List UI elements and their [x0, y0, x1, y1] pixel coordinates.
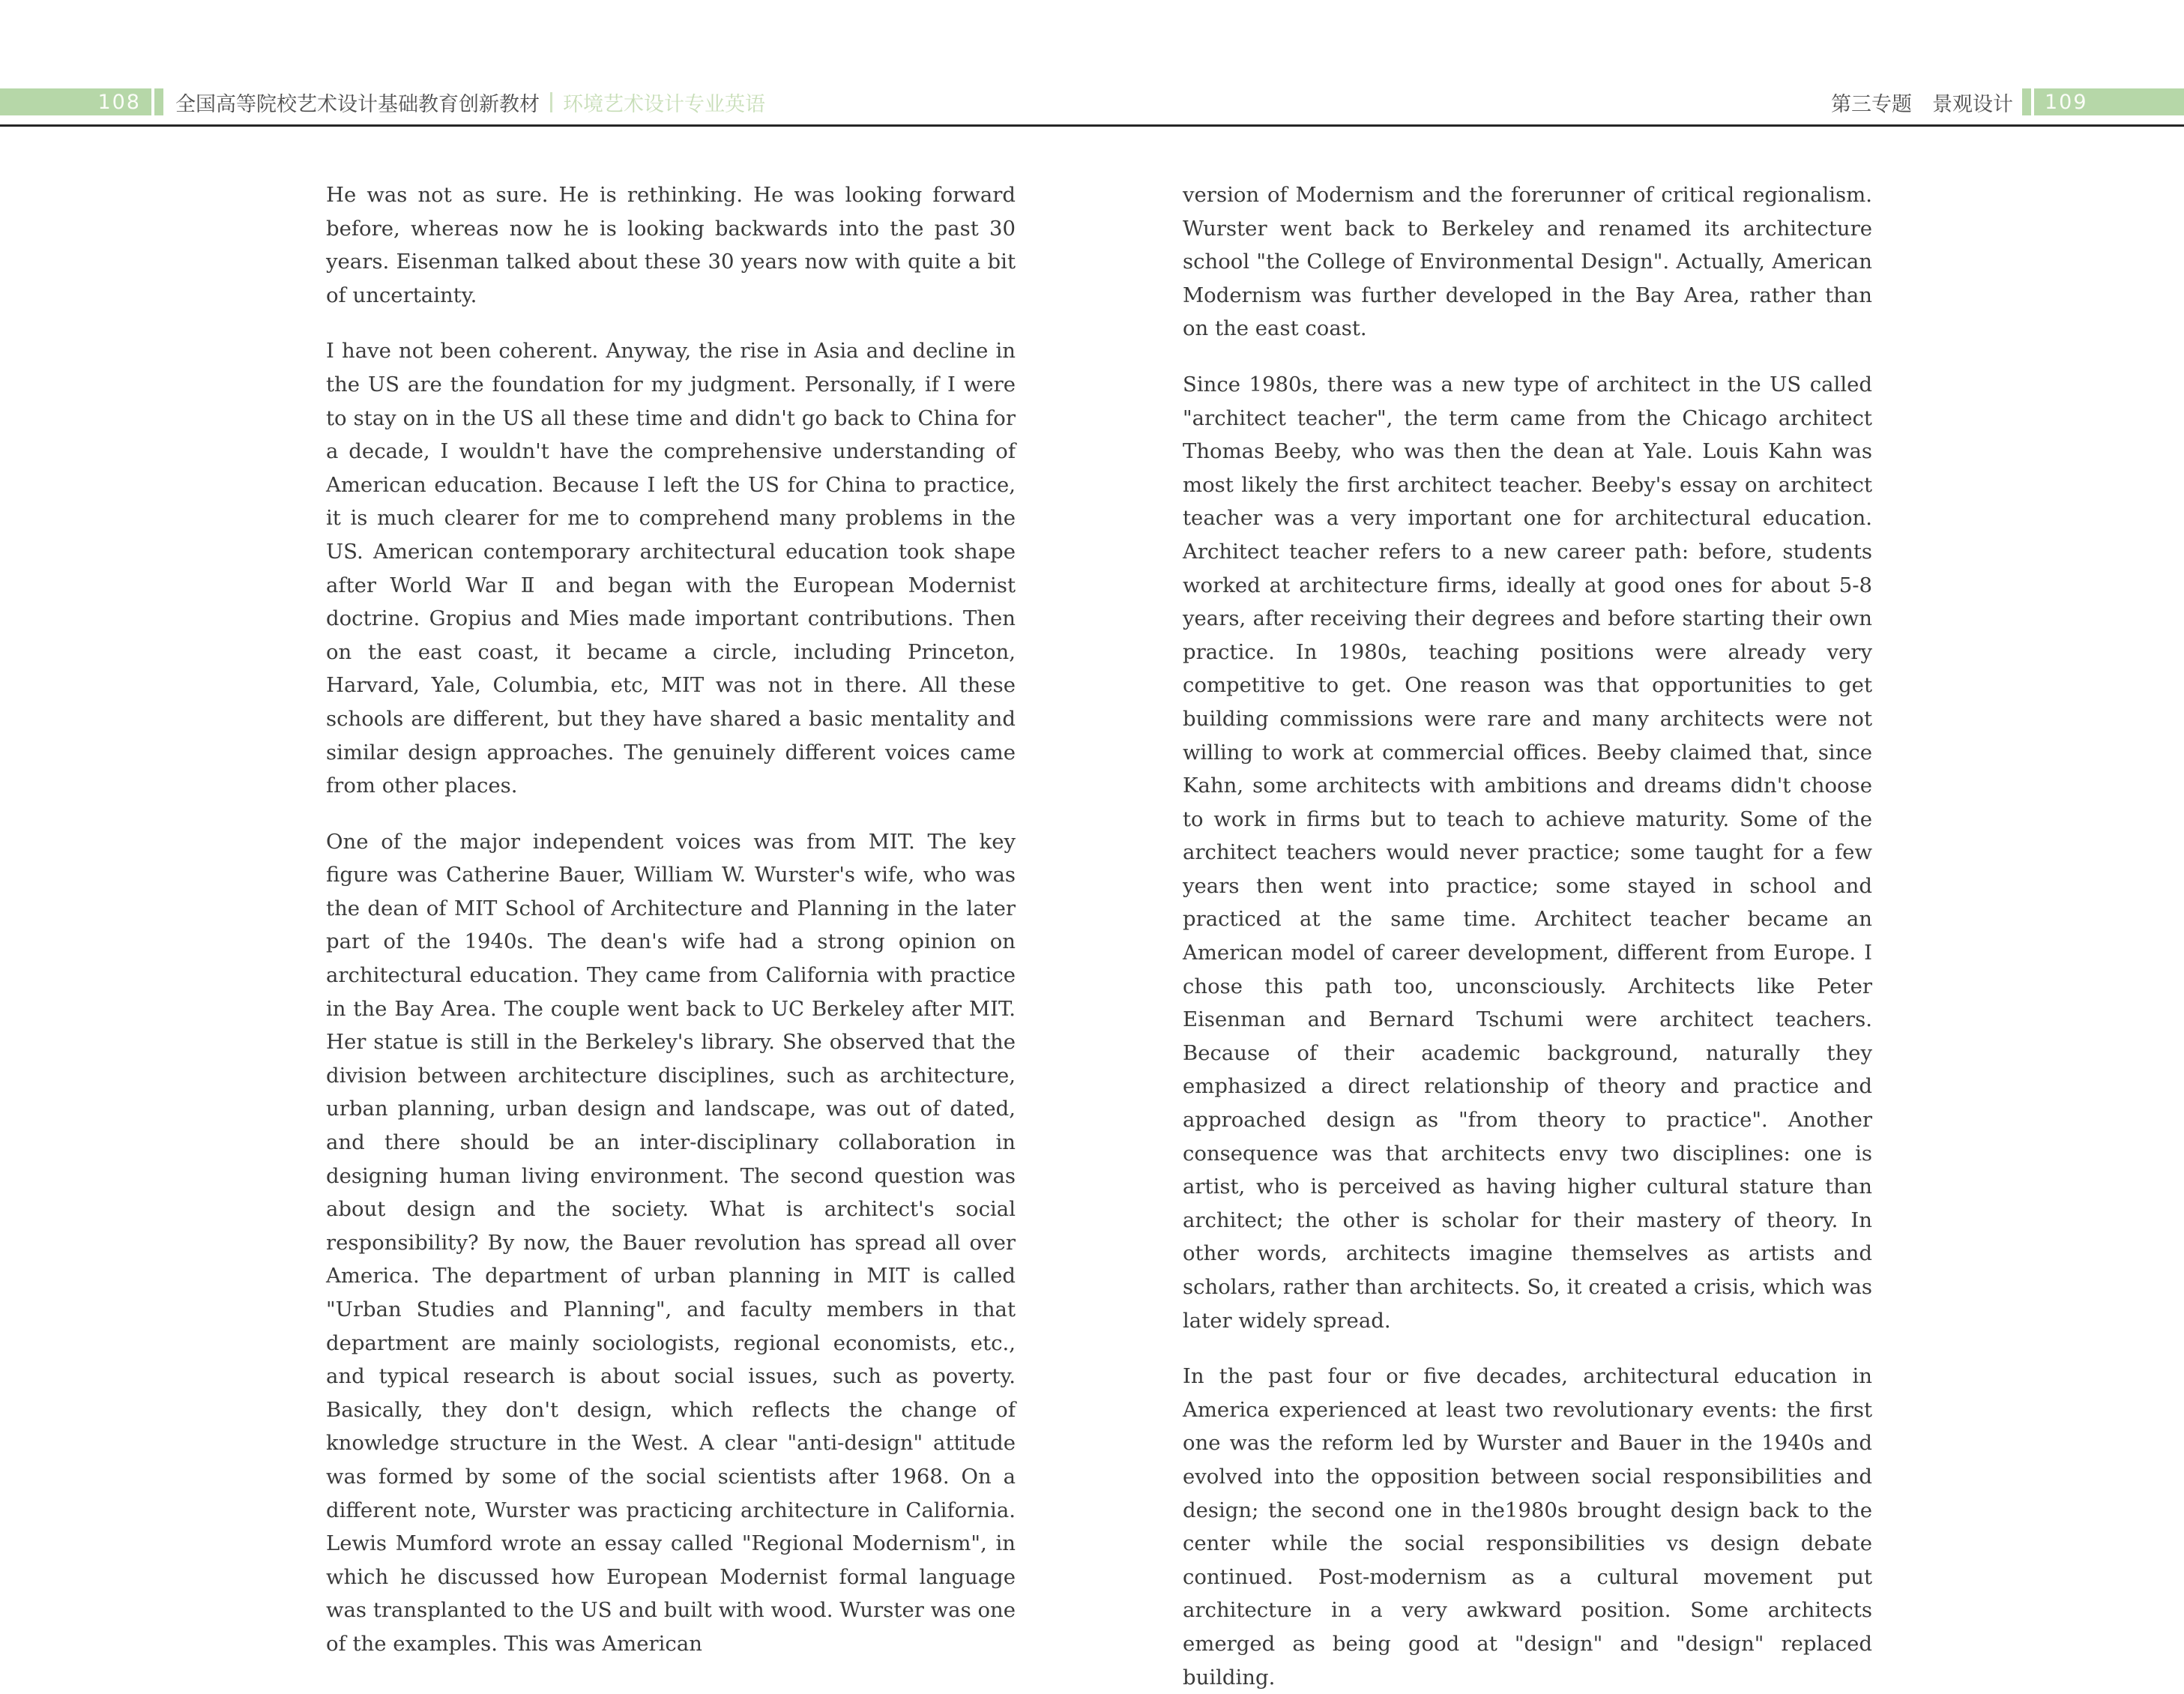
left-page-number-chip — [154, 88, 163, 115]
paragraph: Since 1980s, there was a new type of architect in the US called "architect teacher", the term came from the Chicago architect Thomas Beeby, who was then the dean at Yale. Louis Kahn was most likely the first architect teacher. Beeby's essay on architect teacher was a very important one for architectural education. Architect teacher refers to a new career path: before, students worked at architecture firms, ideally at good ones for about 5-8 years, after receiving their degrees and before starting their own practice. In 1980s, teaching positions were already very competitive to get. One reason was that opportunities to get building commissions were rare and many architects were not willing to work at commercial offices. Beeby claimed that, since Kahn, some architects with ambitions and dreams didn't choose to work in firms but to teach to achieve maturity. Some of the architect teachers would never practice; some taught for a few years then went into practice; some stayed in school and practiced at the same time. Architect teacher became an American model of career development, different from Europe. I chose this path too, unconsciously. Architects like Peter Eisenman and Bernard Tschumi were architect teachers. Because of their academic background, naturally they emphasized a direct relationship of theory and practice and approached design as "from theory to practice". Another consequence was that architects envy two disciplines: one is artist, who is perceived as having higher cultural stature than architect; the other is scholar for their mastery of theory. In other words, architects imagine themselves as artists and scholars, rather than architects. So, it created a crisis, which was later widely spread. — [1183, 372, 1872, 1333]
header-rule — [0, 124, 2184, 127]
running-header — [0, 0, 2184, 127]
right-text-column — [1183, 178, 1872, 1694]
left-page-number: 108 — [97, 90, 141, 114]
header-divider — [550, 92, 552, 112]
right-page-number: 109 — [2045, 90, 2088, 114]
paragraph: He was not as sure. He is rethinking. He was looking forward before, whereas now he is looking backwards into the past 30 years. Eisenman talked about these 30 years now with quite a bit of uncertainty. — [326, 183, 1016, 307]
paragraph: I have not been coherent. Anyway, the rise in Asia and decline in the US are the foundation for my judgment. Personally, if I were to stay on in the US all these time and didn't go back to China for a decade, I wouldn't have the comprehensive understanding of American education. Because I left the US for China to practice, it is much clearer for me to comprehend many problems in the US. American contemporary architectural education took shape after World War Ⅱ and began with the European Modernist doctrine. Gropius and Mies made important contributions. Then on the east coast, it became a circle, including Princeton, Harvard, Yale, Columbia, etc, MIT was not in there. All these schools are different, but they have shared a basic mentality and similar design approaches. The genuinely different voices came from other places. — [326, 339, 1016, 798]
paragraph: In the past four or five decades, architectural education in America experienced at least two revolutionary events: the first one was the reform led by Wurster and Bauer in the 1940s and evolved into the opposition between social responsibilities and design; the second one in the1980s brought design back to the center while the social responsibilities vs design debate continued. Post-modernism as a cultural movement put architecture in a very awkward position. Some architects emerged as being good at "design" and "design" replaced building. — [1183, 1364, 1872, 1690]
right-page-number-chip — [2022, 88, 2031, 115]
header-left-subtitle: 环境艺术设计专业英语 — [563, 92, 765, 116]
paragraph: One of the major independent voices was from MIT. The key figure was Catherine Bauer, William W. Wurster's wife, who was the dean of MIT School of Architecture and Planning in the later part of the 1940s. The dean's wife had a strong opinion on architectural education. They came from California with practice in the Bay Area. The couple went back to UC Berkeley after MIT. Her statue is still in the Berkeley's library. She observed that the division between architecture disciplines, such as architecture, urban planning, urban design and landscape, was out of dated, and there should be an inter-disciplinary collaboration in designing human living environment. The second question was about design and the society. What is architect's social responsibility? By now, the Bauer revolution has spread all over America. The department of urban planning in MIT is called "Urban Studies and Planning", and faculty members in that department are mainly sociologists, regional economists, etc., and typical research is about social issues, such as poverty. Basically, they don't design, which reflects the change of knowledge structure in the West. A clear "anti-design" attitude was formed by some of the social scientists after 1968. On a different note, Wurster was practicing architecture in California. Lewis Mumford wrote an essay called "Regional Modernism", in which he discussed how European Modernist formal language was transplanted to the US and built with wood. Wurster was one of the examples. This was American — [326, 829, 1016, 1656]
paragraph: version of Modernism and the forerunner of critical regionalism. Wurster went back to Berkeley and renamed its architecture school "the College of Environmental Design". Actually, American Modernism was further developed in the Bay Area, rather than on the east coast. — [1183, 183, 1872, 341]
left-page-number-bar — [0, 88, 151, 115]
right-page-number-bar — [2034, 88, 2184, 115]
header-left-title: 全国高等院校艺术设计基础教育创新教材 — [175, 92, 540, 116]
header-right-title: 第三专题 景观设计 — [1831, 92, 2013, 116]
left-text-column — [326, 178, 1016, 1661]
header-left-section — [175, 88, 765, 115]
